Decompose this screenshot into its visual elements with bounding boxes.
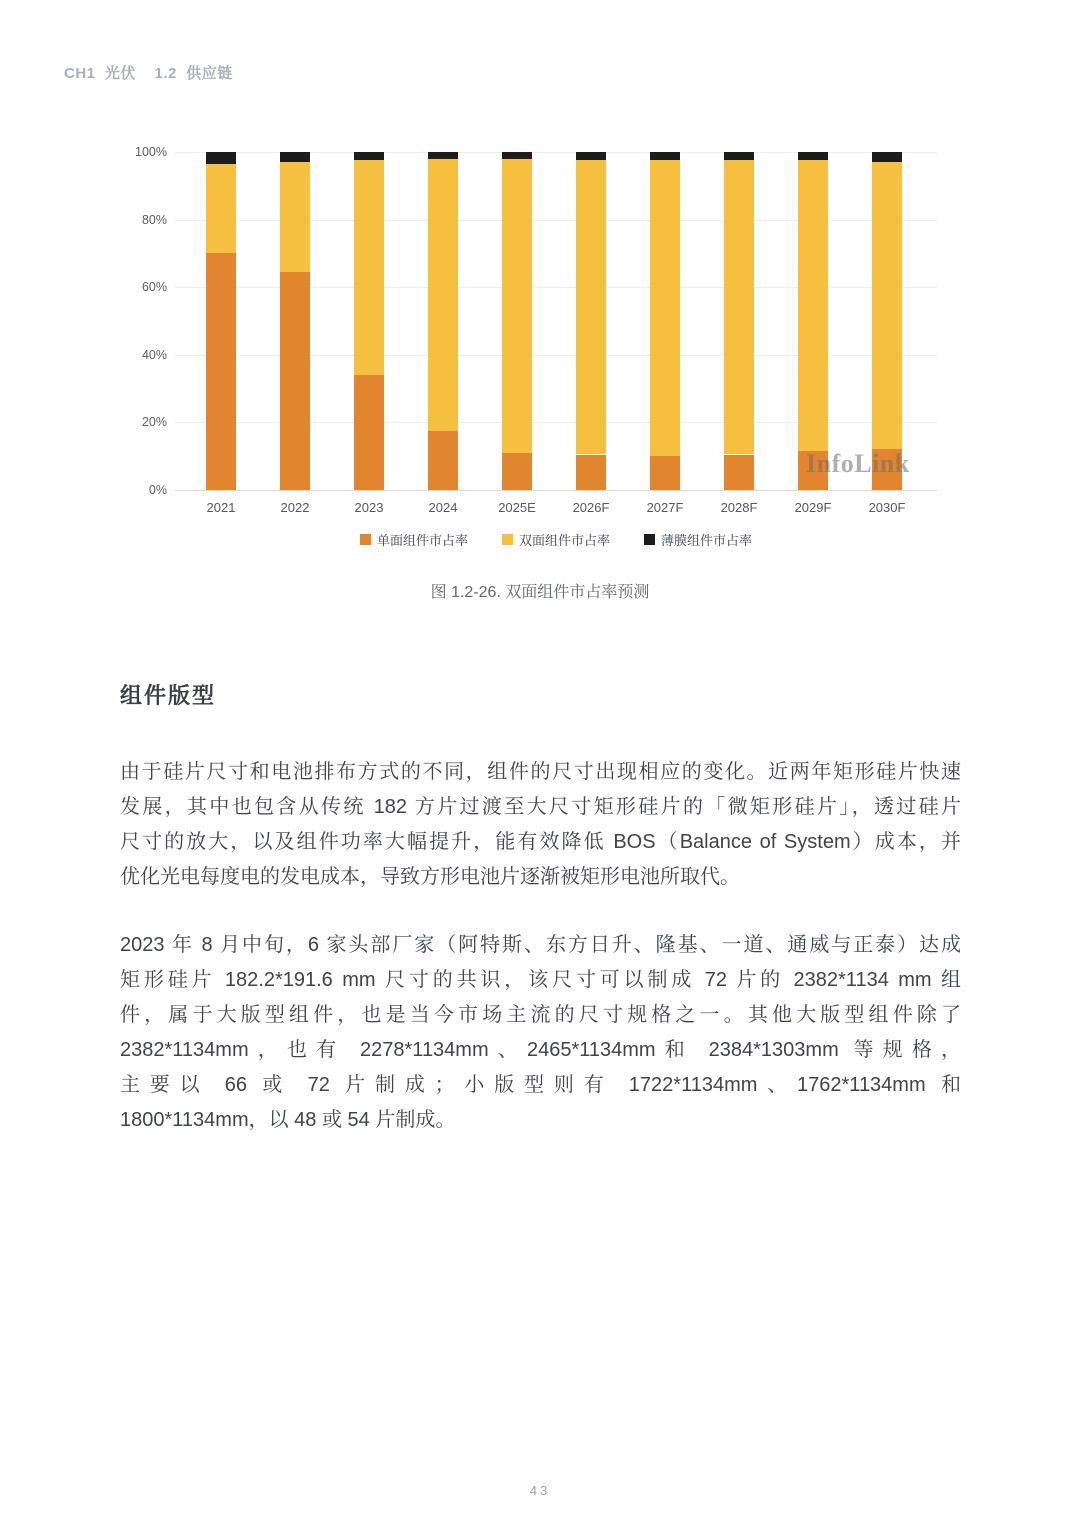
section-heading: 组件版型 [120,683,217,708]
breadcrumb: CH1 光伏 1.2 供应链 [64,65,233,82]
bar-segment [428,159,458,431]
bar-segment [576,455,606,490]
y-axis-tick-label: 20% [141,415,167,430]
body-text-line: 尺寸的放大，以及组件功率大幅提升，能有效降低 BOS（Balance of System）成本，并 [120,831,961,853]
legend-swatch-icon [360,534,371,545]
bar-segment [428,431,458,490]
body-text-line: 矩形硅片 182.2*191.6 mm 尺寸的共识，该尺寸可以制成 72 片的 2382*1134 mm 组 [120,969,961,991]
bar-segment [576,152,606,160]
bar-segment [650,160,680,456]
bar-segment [724,160,754,454]
x-axis-tick-label: 2024 [428,500,458,515]
legend-item [502,530,610,549]
body-text-line: 发展，其中也包含从传统 182 方片过渡至大尺寸矩形硅片的「微矩形硅片」，透过硅片 [120,796,961,818]
bar-segment [650,152,680,160]
bar-segment [206,152,236,164]
plot-area [135,145,937,515]
legend-item [644,530,752,549]
bar-segment [502,152,532,159]
y-axis-tick-label: 100% [135,145,167,159]
body-text-line: 优化光电每度电的发电成本，导致方形电池片逐渐被矩形电池所取代。 [120,866,740,888]
x-axis-tick-label: 2022 [280,500,310,515]
bar-segment [206,164,236,254]
bar-segment [280,272,310,490]
x-axis-tick-label: 2021 [206,500,236,515]
infolink-watermark: InfoLink [806,449,910,478]
bar-segment [724,455,754,490]
bar-segment [354,375,384,490]
body-text-line: 2382*1134mm，也有 2278*1134mm、2465*1134mm和 2384*1303mm 等规格， [120,1039,961,1061]
x-axis-tick-label: 2023 [354,500,384,515]
x-axis-tick-label: 2030F [868,500,906,515]
bar-segment [502,159,532,453]
chart-legend [175,530,937,549]
body-text-line: 由于硅片尺寸和电池排布方式的不同，组件的尺寸出现相应的变化。近两年矩形硅片快速 [120,761,961,783]
bar-segment [354,152,384,160]
y-axis-tick-label: 40% [141,347,167,362]
bar-segment [872,152,902,162]
paragraph [120,755,961,895]
body-text-line: 件，属于大版型组件，也是当今市场主流的尺寸规格之一。其他大版型组件除了 [120,1004,961,1026]
x-axis-tick-label: 2028F [720,500,758,515]
y-axis-tick-label: 60% [141,280,167,295]
legend-label: 双面组件市占率 [518,533,610,548]
gridline [175,490,937,491]
bar-segment [872,162,902,449]
bar-segment [502,453,532,490]
legend-item [360,530,468,549]
bar-segment [798,152,828,160]
x-axis-tick-label: 2029F [794,500,832,515]
x-axis-tick-label: 2026F [572,500,610,515]
bar-segment [650,456,680,490]
body-text-line: 2023 年 8 月中旬，6 家头部厂家（阿特斯、东方日升、隆基、一道、通威与正泰）达成 [120,934,961,956]
paragraph [120,928,961,1138]
legend-label: 单面组件市占率 [376,533,468,548]
bar-segment [206,253,236,490]
legend-label: 薄膜组件市占率 [661,533,753,548]
chart-caption: 图 1.2-26. 双面组件市占率预测 [430,584,650,601]
bar-segment [280,162,310,272]
body-text-line: 主要以 66 或 72 片制成；小版型则有 1722*1134mm、1762*1134mm 和 [120,1074,961,1096]
page-number: 43 [529,1483,551,1498]
legend-swatch-icon [502,534,513,545]
bar-segment [280,152,310,162]
bar-segment [798,160,828,451]
legend-swatch-icon [644,534,655,545]
bar-segment [354,160,384,375]
y-axis-tick-label: 80% [141,212,167,227]
bar-segment [724,152,754,160]
x-axis-tick-label: 2027F [646,500,684,515]
body-text-line: 1800*1134mm，以 48 或 54 片制成。 [120,1109,456,1131]
bar-segment [428,152,458,159]
y-axis-tick-label: 0% [148,483,167,497]
bar-segment [576,160,606,454]
x-axis-tick-label: 2025E [498,500,536,515]
